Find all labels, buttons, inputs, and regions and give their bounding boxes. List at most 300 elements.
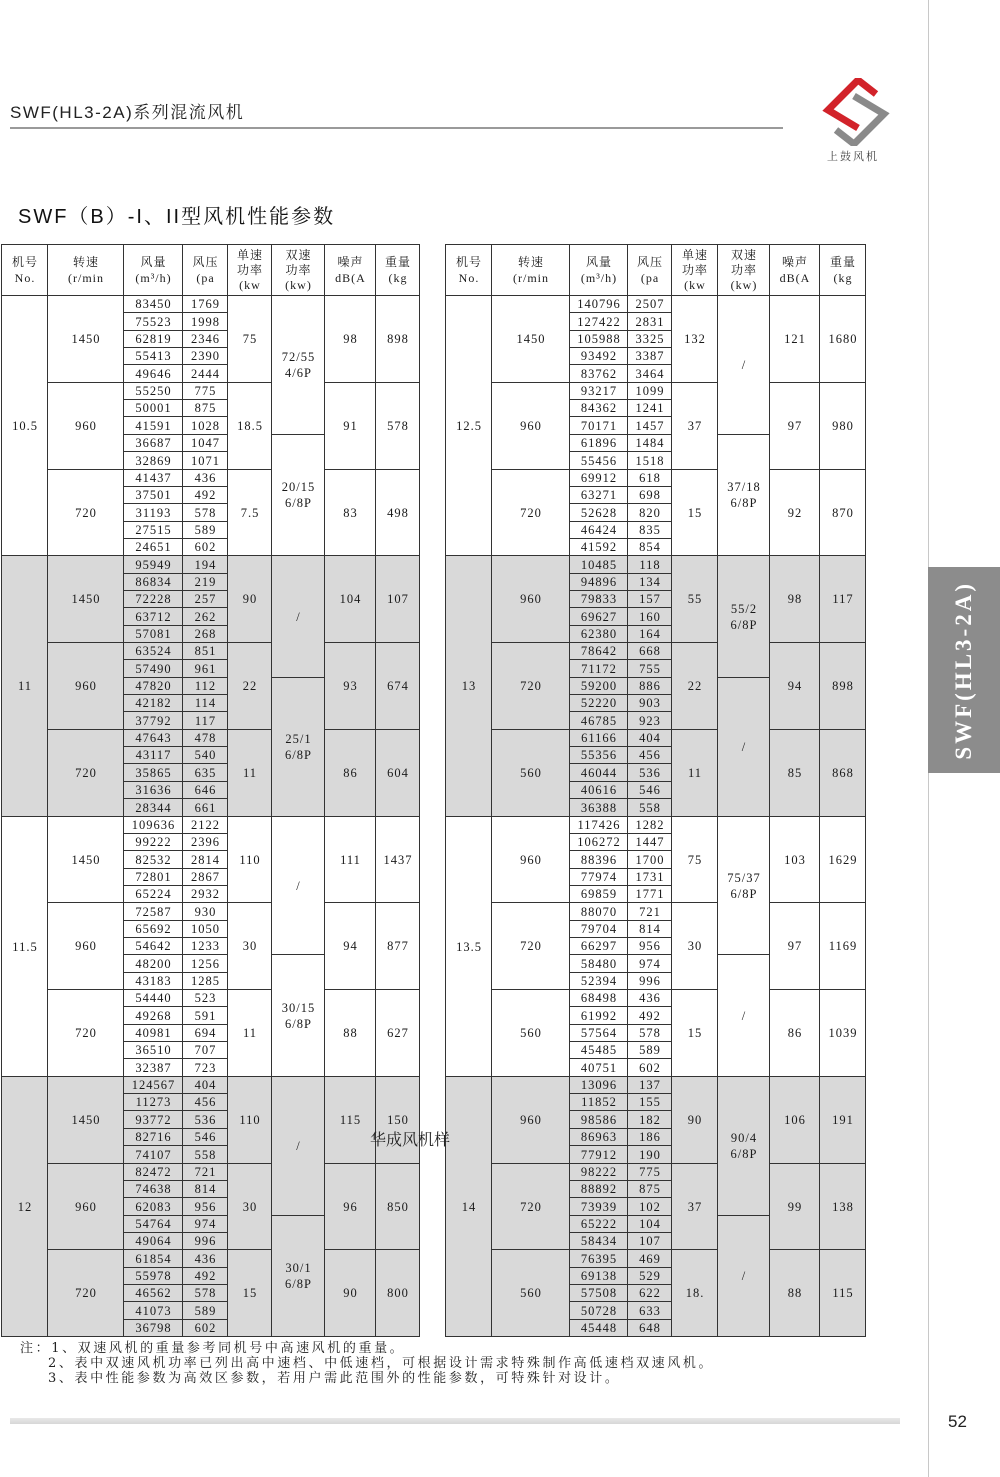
weight-cell: 107 (376, 556, 420, 643)
noise-cell: 90 (325, 1250, 376, 1337)
pressure-cell: 1099 (628, 383, 672, 400)
airflow-cell: 95949 (124, 556, 183, 574)
airflow-cell: 10485 (570, 556, 628, 574)
single-speed-power-cell: 18. (672, 1250, 718, 1337)
pressure-cell: 469 (628, 1250, 672, 1268)
airflow-cell: 83450 (124, 296, 183, 313)
dual-speed-power-line: 6/8P (730, 496, 758, 510)
airflow-cell: 13096 (570, 1077, 628, 1094)
dual-speed-power-line: 75/37 (727, 870, 761, 885)
header-weight-cell (376, 245, 420, 296)
dual-speed-power-line: 37/18 (727, 480, 761, 494)
airflow-cell: 41073 (124, 1302, 183, 1320)
airflow-cell: 105988 (570, 331, 628, 348)
airflow-cell: 98586 (570, 1111, 628, 1129)
pressure-cell: 2346 (183, 331, 228, 348)
noise-cell: 92 (770, 470, 820, 556)
weight-cell: 138 (820, 1164, 866, 1250)
pressure-cell: 602 (183, 539, 228, 556)
single-speed-power-cell: 22 (672, 643, 718, 730)
airflow-cell: 55356 (570, 747, 628, 764)
weight-cell: 498 (376, 470, 420, 556)
noise-cell: 98 (770, 556, 820, 643)
dual-speed-power-line: 6/8P (730, 1147, 758, 1161)
pressure-cell: 1285 (183, 973, 228, 990)
dual-speed-power-cell (718, 955, 770, 1077)
pressure-cell: 1241 (628, 400, 672, 417)
pressure-cell: 540 (183, 747, 228, 764)
pressure-cell: 635 (183, 764, 228, 782)
weight-cell: 674 (376, 643, 420, 730)
airflow-cell: 35865 (124, 764, 183, 782)
airflow-cell: 86963 (570, 1129, 628, 1146)
pressure-cell: 1050 (183, 921, 228, 938)
airflow-cell: 55456 (570, 452, 628, 470)
model-number-cell: 14 (446, 1077, 492, 1337)
header-label-line: 转速 (72, 255, 99, 269)
airflow-cell: 98222 (570, 1164, 628, 1181)
airflow-cell: 61992 (570, 1007, 628, 1025)
header-label-line: (kw (684, 277, 706, 292)
dual-speed-power-cell (718, 817, 770, 955)
model-number-cell: 12 (2, 1077, 48, 1337)
rotation-speed-cell: 720 (48, 730, 124, 817)
pressure-cell: 536 (628, 764, 672, 782)
pressure-cell: 2396 (183, 834, 228, 851)
header-label-line: 单速 (681, 247, 708, 262)
footnote-3: 3、表中性能参数为高效区参数，若用户需此范围外的性能参数，可特殊针对设计。 (48, 1371, 621, 1386)
single-speed-power-cell: 7.5 (228, 470, 272, 556)
rotation-speed-cell: 1450 (48, 296, 124, 383)
dual-speed-power-cell (272, 1077, 325, 1216)
side-tab-label: SWF(HL3-2A) (951, 580, 976, 760)
airflow-cell: 32387 (124, 1059, 183, 1077)
header-model-cell (2, 245, 48, 296)
dual-speed-power-cell (272, 296, 325, 435)
dual-speed-power-cell (272, 817, 325, 955)
pressure-cell: 622 (628, 1285, 672, 1302)
pressure-cell: 578 (628, 1025, 672, 1042)
airflow-cell: 72801 (124, 869, 183, 886)
airflow-cell: 48200 (124, 955, 183, 973)
airflow-cell: 43183 (124, 973, 183, 990)
single-speed-power-cell: 75 (672, 817, 718, 903)
single-speed-power-cell: 132 (672, 296, 718, 383)
airflow-cell: 55413 (124, 348, 183, 365)
pressure-cell: 2867 (183, 869, 228, 886)
pressure-cell: 1771 (628, 886, 672, 903)
airflow-cell: 52394 (570, 973, 628, 990)
airflow-cell: 61854 (124, 1250, 183, 1268)
pressure-cell: 2122 (183, 817, 228, 834)
header-label-line: 双速 (730, 247, 757, 262)
header-label-line: No. (14, 271, 36, 285)
pressure-cell: 903 (628, 695, 672, 712)
airflow-cell: 109636 (124, 817, 183, 834)
airflow-cell: 36798 (124, 1320, 183, 1337)
pressure-cell: 851 (183, 643, 228, 660)
pressure-cell: 194 (183, 556, 228, 574)
single-speed-power-cell: 37 (672, 1164, 718, 1250)
weight-cell: 980 (820, 383, 866, 470)
single-speed-power-cell: 110 (228, 1077, 272, 1164)
airflow-cell: 68498 (570, 990, 628, 1007)
airflow-cell: 106272 (570, 834, 628, 851)
pressure-cell: 956 (628, 938, 672, 955)
pressure-cell: 1071 (183, 452, 228, 470)
airflow-cell: 46785 (570, 712, 628, 730)
header-label-line: 功率 (285, 262, 312, 277)
rotation-speed-cell: 960 (48, 1164, 124, 1250)
pressure-cell: 854 (628, 539, 672, 556)
airflow-cell: 41592 (570, 539, 628, 556)
pressure-cell: 661 (183, 799, 228, 817)
pressure-cell: 2507 (628, 296, 672, 313)
dual-speed-power-cell (718, 556, 770, 678)
dual-speed-power-line: 6/8P (285, 748, 312, 762)
weight-cell: 870 (820, 470, 866, 556)
header-dual-speed-power-cell (272, 245, 325, 296)
pressure-cell: 536 (183, 1111, 228, 1129)
pressure-cell: 558 (183, 1146, 228, 1164)
header-divider (10, 127, 783, 129)
dual-speed-power-line: 6/8P (730, 617, 758, 632)
pressure-cell: 646 (183, 782, 228, 799)
pressure-cell: 3325 (628, 331, 672, 348)
airflow-cell: 36388 (570, 799, 628, 817)
noise-cell: 93 (325, 643, 376, 730)
pressure-cell: 1447 (628, 834, 672, 851)
header-label-line: 功率 (236, 262, 263, 277)
noise-cell: 96 (325, 1164, 376, 1250)
dual-speed-power-line: 90/4 (730, 1131, 758, 1145)
pressure-cell: 492 (628, 1007, 672, 1025)
pressure-cell: 1484 (628, 435, 672, 452)
pressure-cell: 436 (628, 990, 672, 1007)
rotation-speed-cell: 1450 (48, 556, 124, 643)
airflow-cell: 94896 (570, 574, 628, 591)
airflow-cell: 86834 (124, 574, 183, 591)
header-label-line: 功率 (730, 262, 757, 277)
airflow-cell: 55978 (124, 1268, 183, 1285)
header-label-line: 噪声 (781, 255, 808, 269)
airflow-cell: 52220 (570, 695, 628, 712)
pressure-cell: 155 (628, 1094, 672, 1111)
pressure-cell: 436 (183, 470, 228, 487)
pressure-cell: 602 (628, 1059, 672, 1077)
airflow-cell: 69859 (570, 886, 628, 903)
footnote-2: 2、表中双速风机功率已列出高中速档、中低速档，可根据设计需求特殊制作高低速档双速风机。 (48, 1356, 715, 1371)
dual-speed-power-cell (718, 678, 770, 817)
airflow-cell: 47643 (124, 730, 183, 747)
rotation-speed-cell: 720 (48, 1250, 124, 1337)
rotation-speed-cell: 960 (48, 643, 124, 730)
pressure-cell: 114 (183, 695, 228, 712)
airflow-cell: 70171 (570, 417, 628, 435)
airflow-cell: 77912 (570, 1146, 628, 1164)
airflow-cell: 66297 (570, 938, 628, 955)
airflow-cell: 57490 (124, 660, 183, 678)
airflow-cell: 69627 (570, 608, 628, 626)
dual-speed-power-line: / (296, 609, 301, 624)
pressure-cell: 956 (183, 1198, 228, 1216)
pressure-cell: 3387 (628, 348, 672, 365)
pressure-cell: 118 (628, 556, 672, 574)
airflow-cell: 65222 (570, 1216, 628, 1233)
pressure-cell: 775 (183, 383, 228, 400)
pressure-cell: 820 (628, 504, 672, 522)
dual-speed-power-cell (272, 435, 325, 556)
pressure-cell: 707 (183, 1042, 228, 1059)
pressure-cell: 268 (183, 626, 228, 643)
header-dual-speed-power-cell (718, 245, 770, 296)
airflow-cell: 63712 (124, 608, 183, 626)
pressure-cell: 2390 (183, 348, 228, 365)
pressure-cell: 107 (628, 1233, 672, 1250)
pressure-cell: 492 (183, 1268, 228, 1285)
pressure-cell: 104 (628, 1216, 672, 1233)
header-label-line: 风压 (636, 255, 663, 269)
pressure-cell: 404 (628, 730, 672, 747)
airflow-cell: 24651 (124, 539, 183, 556)
header-label-line: 重量 (829, 255, 856, 269)
header-noise-cell (770, 245, 820, 296)
header-rpm-cell (48, 245, 124, 296)
airflow-cell: 52628 (570, 504, 628, 522)
airflow-cell: 74107 (124, 1146, 183, 1164)
noise-cell: 106 (770, 1077, 820, 1164)
noise-cell: 97 (770, 383, 820, 470)
pressure-cell: 589 (183, 522, 228, 539)
model-number-cell: 10.5 (2, 296, 48, 556)
dual-speed-power-line: / (741, 1008, 747, 1023)
pressure-cell: 648 (628, 1320, 672, 1337)
airflow-cell: 37501 (124, 487, 183, 504)
header-noise-cell (325, 245, 376, 296)
airflow-cell: 40616 (570, 782, 628, 799)
footnote-1: 注：1、双速风机的重量参考同机号中高速风机的重量。 (20, 1341, 406, 1356)
pressure-cell: 886 (628, 678, 672, 695)
single-speed-power-cell: 90 (672, 1077, 718, 1164)
noise-cell: 83 (325, 470, 376, 556)
single-speed-power-cell: 11 (672, 730, 718, 817)
airflow-cell: 88070 (570, 903, 628, 921)
pressure-cell: 164 (628, 626, 672, 643)
header-single-speed-power-cell (672, 245, 718, 296)
pressure-cell: 668 (628, 643, 672, 660)
airflow-cell: 58434 (570, 1233, 628, 1250)
single-speed-power-cell: 22 (228, 643, 272, 730)
noise-cell: 94 (770, 643, 820, 730)
pressure-cell: 723 (183, 1059, 228, 1077)
rotation-speed-cell: 720 (48, 470, 124, 556)
pressure-cell: 3464 (628, 365, 672, 383)
pressure-cell: 529 (628, 1268, 672, 1285)
airflow-cell: 55250 (124, 383, 183, 400)
pressure-cell: 835 (628, 522, 672, 539)
header-label-line: 风压 (192, 255, 219, 269)
pressure-cell: 694 (183, 1025, 228, 1042)
noise-cell: 103 (770, 817, 820, 903)
header-label-line: 机号 (11, 255, 38, 269)
pressure-cell: 721 (628, 903, 672, 921)
dual-speed-power-line: 30/1 (285, 1261, 312, 1275)
pressure-cell: 814 (183, 1181, 228, 1198)
pressure-cell: 875 (183, 400, 228, 417)
single-speed-power-cell: 30 (228, 903, 272, 990)
airflow-cell: 93772 (124, 1111, 183, 1129)
pressure-cell: 930 (183, 903, 228, 921)
header-label-line: (pa (640, 271, 660, 285)
rotation-speed-cell: 960 (492, 1077, 570, 1164)
pressure-cell: 134 (628, 574, 672, 591)
dual-speed-power-line: 6/8P (730, 886, 758, 901)
airflow-cell: 65224 (124, 886, 183, 903)
side-section-tab (928, 567, 1000, 773)
airflow-cell: 93492 (570, 348, 628, 365)
noise-cell: 121 (770, 296, 820, 383)
airflow-cell: 84362 (570, 400, 628, 417)
header-label-line: (kw (239, 277, 261, 292)
airflow-cell: 61166 (570, 730, 628, 747)
pressure-cell: 436 (183, 1250, 228, 1268)
pressure-cell: 1028 (183, 417, 228, 435)
airflow-cell: 63271 (570, 487, 628, 504)
airflow-cell: 63524 (124, 643, 183, 660)
pressure-cell: 633 (628, 1302, 672, 1320)
pressure-cell: 404 (183, 1077, 228, 1094)
airflow-cell: 54764 (124, 1216, 183, 1233)
airflow-cell: 73939 (570, 1198, 628, 1216)
pressure-cell: 814 (628, 921, 672, 938)
rotation-speed-cell: 560 (492, 990, 570, 1077)
header-label-line: (kg (388, 271, 408, 285)
dual-speed-power-cell (718, 435, 770, 556)
pressure-cell: 698 (628, 487, 672, 504)
airflow-cell: 83762 (570, 365, 628, 383)
airflow-cell: 77974 (570, 869, 628, 886)
noise-cell: 86 (770, 990, 820, 1077)
header-label-line: No. (458, 271, 480, 285)
pressure-cell: 589 (183, 1302, 228, 1320)
weight-cell: 868 (820, 730, 866, 817)
airflow-cell: 57081 (124, 626, 183, 643)
header-label-line: (kw) (730, 277, 758, 292)
weight-cell: 150 (376, 1077, 420, 1164)
airflow-cell: 27515 (124, 522, 183, 539)
header-label-line: (m³/h) (580, 271, 618, 285)
weight-cell: 1039 (820, 990, 866, 1077)
noise-cell: 88 (325, 990, 376, 1077)
model-number-cell: 11 (2, 556, 48, 817)
dual-speed-power-line: 4/6P (285, 366, 312, 380)
pressure-cell: 257 (183, 591, 228, 608)
single-speed-power-cell: 18.5 (228, 383, 272, 470)
brand-logo-icon (818, 78, 894, 146)
airflow-cell: 79704 (570, 921, 628, 938)
header-label-line: 功率 (681, 262, 708, 277)
weight-cell: 1437 (376, 817, 420, 903)
dual-speed-power-line: 72/55 (281, 350, 316, 364)
weight-cell: 115 (820, 1250, 866, 1337)
single-speed-power-cell: 15 (672, 990, 718, 1077)
right-performance-table (445, 244, 866, 1337)
pressure-cell: 2932 (183, 886, 228, 903)
rotation-speed-cell: 960 (492, 383, 570, 470)
single-speed-power-cell: 37 (672, 383, 718, 470)
header-airflow-cell (124, 245, 183, 296)
pressure-cell: 1700 (628, 851, 672, 869)
noise-cell: 99 (770, 1164, 820, 1250)
pressure-cell: 2831 (628, 313, 672, 331)
pressure-cell: 2814 (183, 851, 228, 869)
single-speed-power-cell: 30 (672, 903, 718, 990)
watermark-text: 华成风机样 (370, 1130, 451, 1149)
pressure-cell: 996 (628, 973, 672, 990)
pressure-cell: 775 (628, 1164, 672, 1181)
rotation-speed-cell: 720 (492, 470, 570, 556)
noise-cell: 91 (325, 383, 376, 470)
airflow-cell: 74638 (124, 1181, 183, 1198)
dual-speed-power-cell (718, 296, 770, 435)
airflow-cell: 65692 (124, 921, 183, 938)
rotation-speed-cell: 1450 (48, 817, 124, 903)
rotation-speed-cell: 720 (492, 1164, 570, 1250)
header-model-cell (446, 245, 492, 296)
pressure-cell: 721 (183, 1164, 228, 1181)
dual-speed-power-line: 6/8P (285, 1016, 312, 1031)
airflow-cell: 71172 (570, 660, 628, 678)
noise-cell: 85 (770, 730, 820, 817)
airflow-cell: 47820 (124, 678, 183, 695)
pressure-cell: 618 (628, 470, 672, 487)
pressure-cell: 157 (628, 591, 672, 608)
airflow-cell: 140796 (570, 296, 628, 313)
single-speed-power-cell: 30 (228, 1164, 272, 1250)
weight-cell: 877 (376, 903, 420, 990)
airflow-cell: 117426 (570, 817, 628, 834)
pressure-cell: 1282 (628, 817, 672, 834)
rotation-speed-cell: 720 (492, 903, 570, 990)
catalog-header-title: SWF(HL3-2A)系列混流风机 (10, 103, 245, 122)
airflow-cell: 54440 (124, 990, 183, 1007)
pressure-cell: 182 (628, 1111, 672, 1129)
airflow-cell: 50728 (570, 1302, 628, 1320)
airflow-cell: 46424 (570, 522, 628, 539)
header-label-line: (pa (196, 271, 215, 285)
airflow-cell: 46044 (570, 764, 628, 782)
rotation-speed-cell: 720 (492, 643, 570, 730)
pressure-cell: 262 (183, 608, 228, 626)
pressure-cell: 1769 (183, 296, 228, 313)
airflow-cell: 124567 (124, 1077, 183, 1094)
header-weight-cell (820, 245, 866, 296)
pressure-cell: 456 (628, 747, 672, 764)
airflow-cell: 93217 (570, 383, 628, 400)
pressure-cell: 186 (628, 1129, 672, 1146)
dual-speed-power-line: / (741, 740, 747, 754)
header-label-line: 机号 (455, 255, 482, 269)
left-performance-table (1, 244, 420, 1337)
dual-speed-power-line: 25/1 (285, 732, 312, 746)
rotation-speed-cell: 960 (492, 556, 570, 643)
pressure-cell: 1233 (183, 938, 228, 955)
single-speed-power-cell: 110 (228, 817, 272, 903)
dual-speed-power-line: 20/15 (281, 480, 316, 494)
airflow-cell: 45485 (570, 1042, 628, 1059)
airflow-cell: 31193 (124, 504, 183, 522)
dual-speed-power-cell (272, 678, 325, 817)
